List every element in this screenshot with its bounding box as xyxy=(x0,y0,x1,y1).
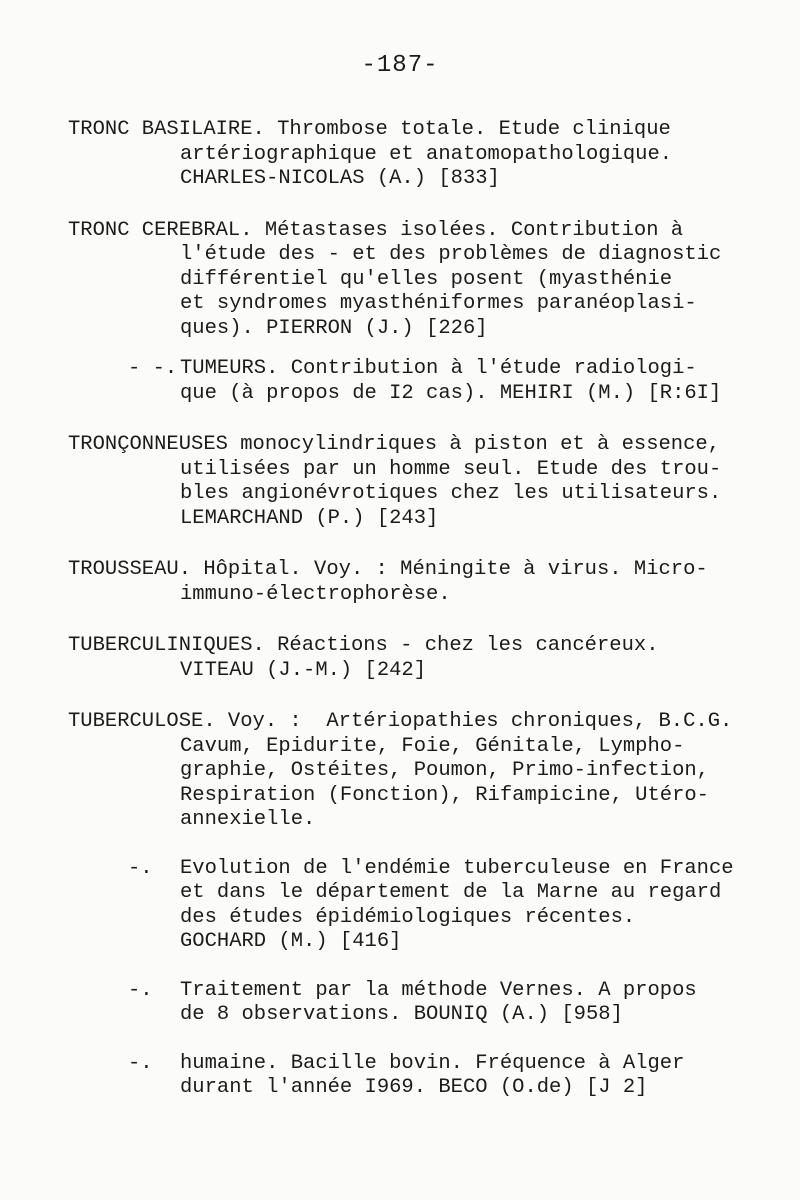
subentry-text: TUMEURS. Contribution à l'étude radiologi- xyxy=(180,357,697,380)
index-subentry xyxy=(68,857,768,955)
entry-line: utilisées par un homme seul. Etude des trou- xyxy=(180,457,722,481)
subentry-text: Traitement par la méthode Vernes. A propos xyxy=(180,978,697,1002)
subentry-line: de 8 observations. BOUNIQ (A.) [958] xyxy=(180,1003,623,1026)
subentry-first-line xyxy=(68,1052,768,1077)
subentry-dash: - -. xyxy=(128,357,178,380)
entry-heading-line: TRONC CEREBRAL. Métastases isolées. Contribution à xyxy=(68,218,684,242)
subentry-text: Evolution de l'endémie tuberculeuse en France xyxy=(180,856,734,880)
entry-line: différentiel qu'elles posent (myasthénie xyxy=(180,267,673,291)
subentry-line: GOCHARD (M.) [416] xyxy=(180,930,402,953)
index-entries xyxy=(68,118,768,1125)
subentry-dash: -. xyxy=(128,1051,153,1075)
subentry-line: et dans le département de la Marne au regard xyxy=(180,881,722,904)
index-entry xyxy=(68,710,768,833)
subentry-first-line xyxy=(68,857,768,882)
entry-line: annexielle. xyxy=(180,808,316,831)
entry-line: CHARLES-NICOLAS (A.) [833] xyxy=(180,167,500,190)
index-entry xyxy=(68,634,768,683)
entry-line: graphie, Ostéites, Poumon, Primo-infection, xyxy=(180,759,709,782)
subentry-dash: -. xyxy=(128,856,153,880)
index-subentry xyxy=(68,357,768,406)
entry-line: ques). PIERRON (J.) [226] xyxy=(180,316,488,340)
entry-heading-line: TROUSSEAU. Hôpital. Voy. : Méningite à virus. Micro- xyxy=(68,558,708,581)
subentry-line: des études épidémiologiques récentes. xyxy=(180,905,636,929)
entry-line: l'étude des - et des problèmes de diagnostic xyxy=(180,243,722,266)
entry-line: Cavum, Epidurite, Foie, Génitale, Lympho- xyxy=(180,734,685,758)
subentry-first-line xyxy=(68,979,768,1004)
entry-heading-line: TRONÇONNEUSES monocylindriques à piston et à essence, xyxy=(68,433,721,456)
subentry-line: que (à propos de I2 cas). MEHIRI (M.) [R:6I] xyxy=(180,381,722,405)
subentry-first-line xyxy=(68,357,768,382)
index-entry xyxy=(68,433,768,531)
page-number: -187- xyxy=(361,52,439,79)
entry-line: VITEAU (J.-M.) [242] xyxy=(180,658,427,682)
entry-heading-line: TUBERCULINIQUES. Réactions - chez les cancéreux. xyxy=(68,634,659,657)
entry-line: LEMARCHAND (P.) [243] xyxy=(180,506,439,530)
entry-heading-line: TUBERCULOSE. Voy. : Artériopathies chroniques, B.C.G. xyxy=(68,710,733,733)
index-entry xyxy=(68,219,768,342)
index-subentry xyxy=(68,979,768,1028)
subentry-line: durant l'année I969. BECO (O.de) [J 2] xyxy=(180,1076,648,1099)
entry-line: Respiration (Fonction), Rifampicine, Utéro- xyxy=(180,783,709,807)
entry-line: artériographique et anatomopathologique. xyxy=(180,142,673,166)
index-subentry xyxy=(68,1052,768,1101)
subentry-text: humaine. Bacille bovin. Fréquence à Alger xyxy=(180,1051,685,1075)
index-entry xyxy=(68,118,768,192)
subentry-dash: -. xyxy=(128,978,153,1002)
entry-line: immuno-électrophorèse. xyxy=(180,582,451,606)
index-entry xyxy=(68,558,768,607)
entry-heading-line: TRONC BASILAIRE. Thrombose totale. Etude clinique xyxy=(68,118,671,141)
entry-line: bles angionévrotiques chez les utilisateurs. xyxy=(180,482,722,505)
entry-line: et syndromes myasthéniformes paranéoplasi- xyxy=(180,292,697,315)
